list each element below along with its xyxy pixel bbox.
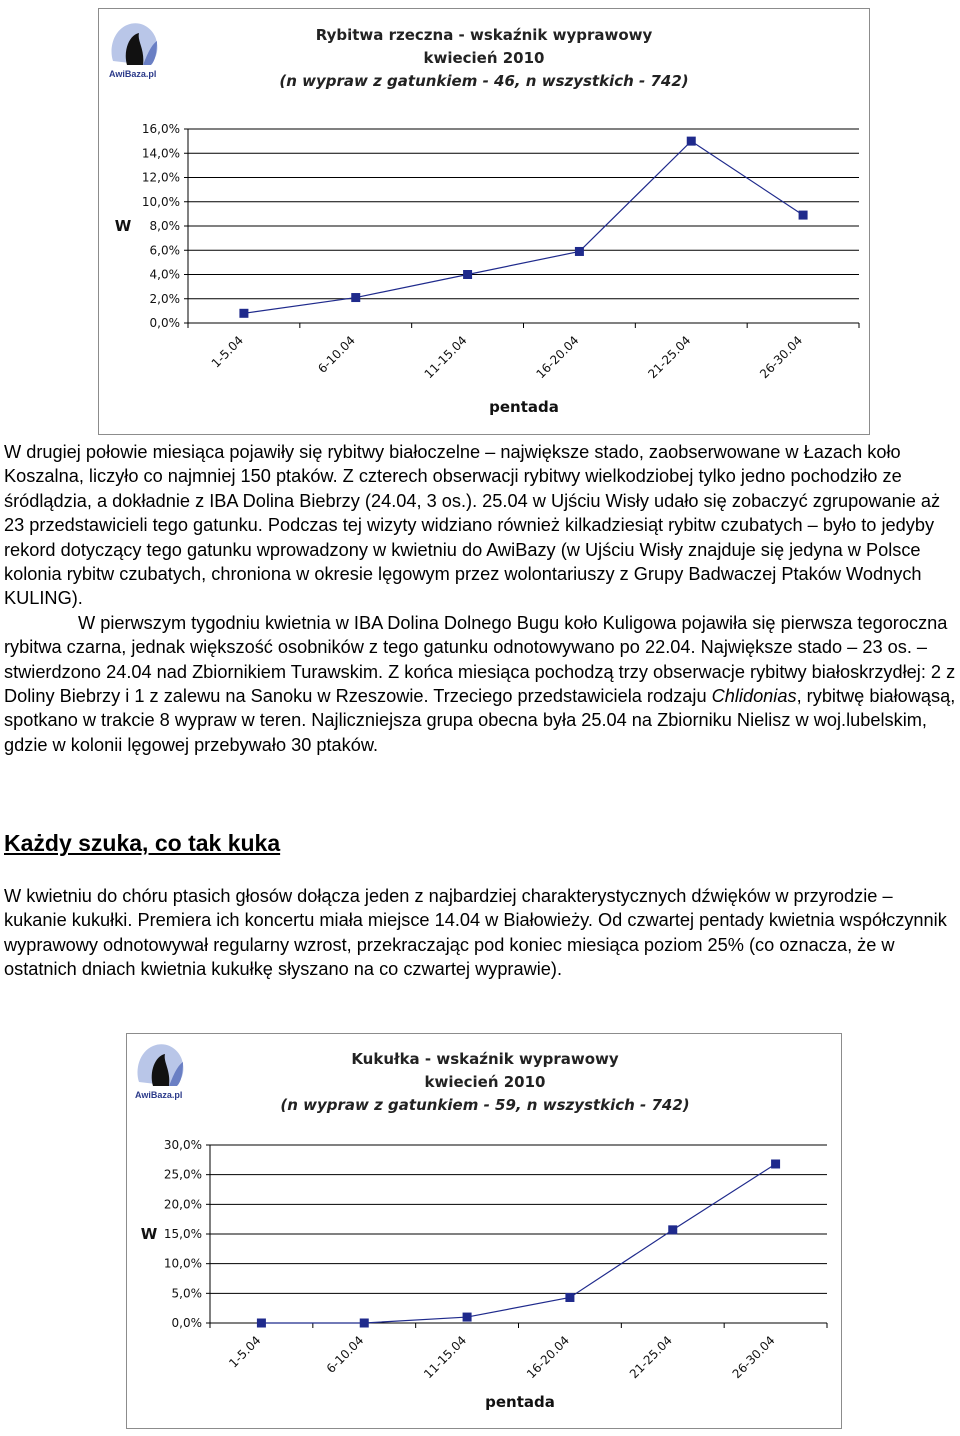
chart1-xtick-label: 1-5.04 (208, 333, 247, 371)
chart1-note: (n wypraw z gatunkiem - 46, n wszystkich - 742) (279, 72, 689, 90)
paragraph-rybitwy-2-part2: , rybitwę białowąsą, spotkano w trakcie 8 wypraw w teren. Najliczniejsza grupa obecna była 25.04 na Zbiorniku Nielisz w woj.lubelskim, gdzie w kolonii lęgowej przebywało 30 ptaków. (4, 686, 956, 755)
chart2-title: Kukułka - wskaźnik wyprawowy (351, 1050, 619, 1068)
text-kukulka (4, 884, 956, 982)
chart2-ylabel: W (140, 1225, 158, 1243)
chart1-xtick-label: 6-10.04 (315, 333, 358, 376)
chart2-xtick-label: 6-10.04 (323, 1333, 367, 1376)
chart2-series-line (261, 1164, 775, 1323)
chart1-logo-text: AwiBaza.pl (109, 69, 157, 79)
chart1-ytick-label: 8,0% (149, 219, 180, 233)
chart1-ytick-label: 14,0% (141, 146, 180, 161)
chart1-xtick-label: 26-30.04 (757, 333, 806, 382)
chart2-subtitle: kwiecień 2010 (424, 1073, 546, 1091)
chart-kukulka (126, 1033, 842, 1429)
chart2-logo (135, 1044, 183, 1100)
chart2-data-point (771, 1159, 780, 1168)
chart2-data-point (360, 1319, 369, 1328)
chart1-xlabel: pentada (489, 398, 559, 416)
chart1-ylabel: W (114, 217, 132, 235)
chart1-title: Rybitwa rzeczna - wskaźnik wyprawowy (315, 26, 653, 44)
chart2-ytick-label: 25,0% (163, 1167, 202, 1182)
chart1-xtick-label: 11-15.04 (421, 333, 470, 382)
paragraph-rybitwy-2 (4, 611, 956, 757)
chart1-data-point (463, 270, 472, 279)
genus-name: Chlidonias (711, 686, 797, 707)
chart1-data-point (799, 211, 808, 220)
chart2-ytick-label: 20,0% (163, 1197, 202, 1212)
paragraph-kukulka: W kwietniu do chóru ptasich głosów dołącza jeden z najbardziej charakterystycznych dźwięków w przyrodzie – kukanie kukułki. Premiera ich koncertu miała miejsce 14.04 w Białowieży. Od czwartej pentady kwietnia współczynnik wyprawowy odnotowywał regularny wzrost, przekraczając pod koniec miesiąca poziom 25% (co oznacza, że w ostatnich dniach kwietnia kukułkę słyszano na co czwartej wyprawie). (4, 886, 947, 980)
chart1-xtick-label: 16-20.04 (533, 333, 582, 382)
chart1-data-point (687, 137, 696, 146)
chart1-data-point (575, 247, 584, 256)
chart-rybitwa-rzeczna (98, 8, 870, 435)
chart2-ytick-label: 5,0% (171, 1286, 202, 1301)
chart2-data-point (668, 1225, 677, 1234)
chart2-xtick-label: 1-5.04 (226, 1333, 264, 1371)
chart2-xtick-label: 11-15.04 (421, 1333, 470, 1382)
chart1-subtitle: kwiecień 2010 (423, 49, 545, 67)
paragraph-rybitwy-2-part1: W pierwszym tygodniu kwietnia w IBA Dolina Dolnego Bugu koło Kuligowa pojawiła się pierwsza tegoroczna rybitwa czarna, jednak większość osobników z tego gatunku odnotowywano po 22.04. Największe stado – 23 os. – stwierdzono 24.04 nad Zbiornikiem Turawskim. Z końca miesiąca pochodzą trzy obserwacje rybitwy białoskrzydłej: 2 z Doliny Biebrzy i 1 z zalewu na Sanoku w Rzeszowie. Trzeciego przedstawiciela rodzaju (4, 612, 956, 707)
chart2-logo-text: AwiBaza.pl (135, 1090, 183, 1100)
section-heading-kukulka: Każdy szuka, co tak kuka (4, 830, 281, 856)
chart1-xtick-label: 21-25.04 (645, 333, 694, 382)
paragraph-rybitwy-1: W drugiej połowie miesiąca pojawiły się rybitwy białoczelne – największe stado, zaobserwowane w Łazach koło Koszalna, liczyło co najmniej 150 ptaków. Z czterech obserwacji rybitwy wielkodziobej tylko jedno pochodziło ze śródlądzia, a dokładnie z IBA Dolina Biebrzy (24.04, 3 os.). 25.04 w Ujściu Wisły udało się zobaczyć zgrupowanie aż 23 przedstawicieli tego gatunku. Podczas tej wizyty widziano również kilkadziesiąt rybitw czubatych – było to jedyby rekord dotyczący tego gatunku wprowadzony w kwietniu do AwiBazy (w Ujściu Wisły znajduje się jedyna w Polsce kolonia rybitw czubatych, chroniona w okresie lęgowym przez wolontariuszy z Grupy Badwaczej Ptaków Wodnych KULING). (4, 442, 941, 609)
chart2-data-point (257, 1319, 266, 1328)
chart-kukulka-svg (127, 1034, 841, 1428)
chart2-xlabel: pentada (485, 1393, 555, 1411)
chart2-ytick-label: 30,0% (163, 1138, 202, 1152)
chart1-ytick-label: 12,0% (141, 170, 180, 185)
chart2-ytick-label: 10,0% (163, 1256, 202, 1271)
chart2-xtick-label: 16-20.04 (523, 1333, 573, 1382)
chart2-note: (n wypraw z gatunkiem - 59, n wszystkich - 742) (280, 1096, 690, 1114)
chart1-logo (109, 23, 157, 79)
chart-rybitwa-svg (99, 9, 869, 434)
chart1-ytick-label: 16,0% (141, 122, 180, 136)
chart1-data-point (351, 293, 360, 302)
chart1-ytick-label: 4,0% (149, 267, 180, 282)
chart2-data-point (565, 1293, 574, 1302)
chart2-xtick-label: 26-30.04 (729, 1333, 778, 1382)
chart1-ytick-label: 2,0% (149, 291, 180, 306)
chart2-data-point (463, 1313, 472, 1322)
text-rybitwy (4, 440, 956, 757)
chart2-ytick-label: 15,0% (163, 1227, 202, 1241)
chart2-ytick-label: 0,0% (171, 1316, 202, 1330)
chart1-data-point (239, 309, 248, 318)
chart1-ytick-label: 0,0% (149, 316, 180, 330)
chart1-series-line (244, 141, 803, 313)
chart1-ytick-label: 6,0% (149, 243, 180, 258)
chart1-ytick-label: 10,0% (141, 194, 180, 209)
chart2-xtick-label: 21-25.04 (626, 1333, 675, 1382)
